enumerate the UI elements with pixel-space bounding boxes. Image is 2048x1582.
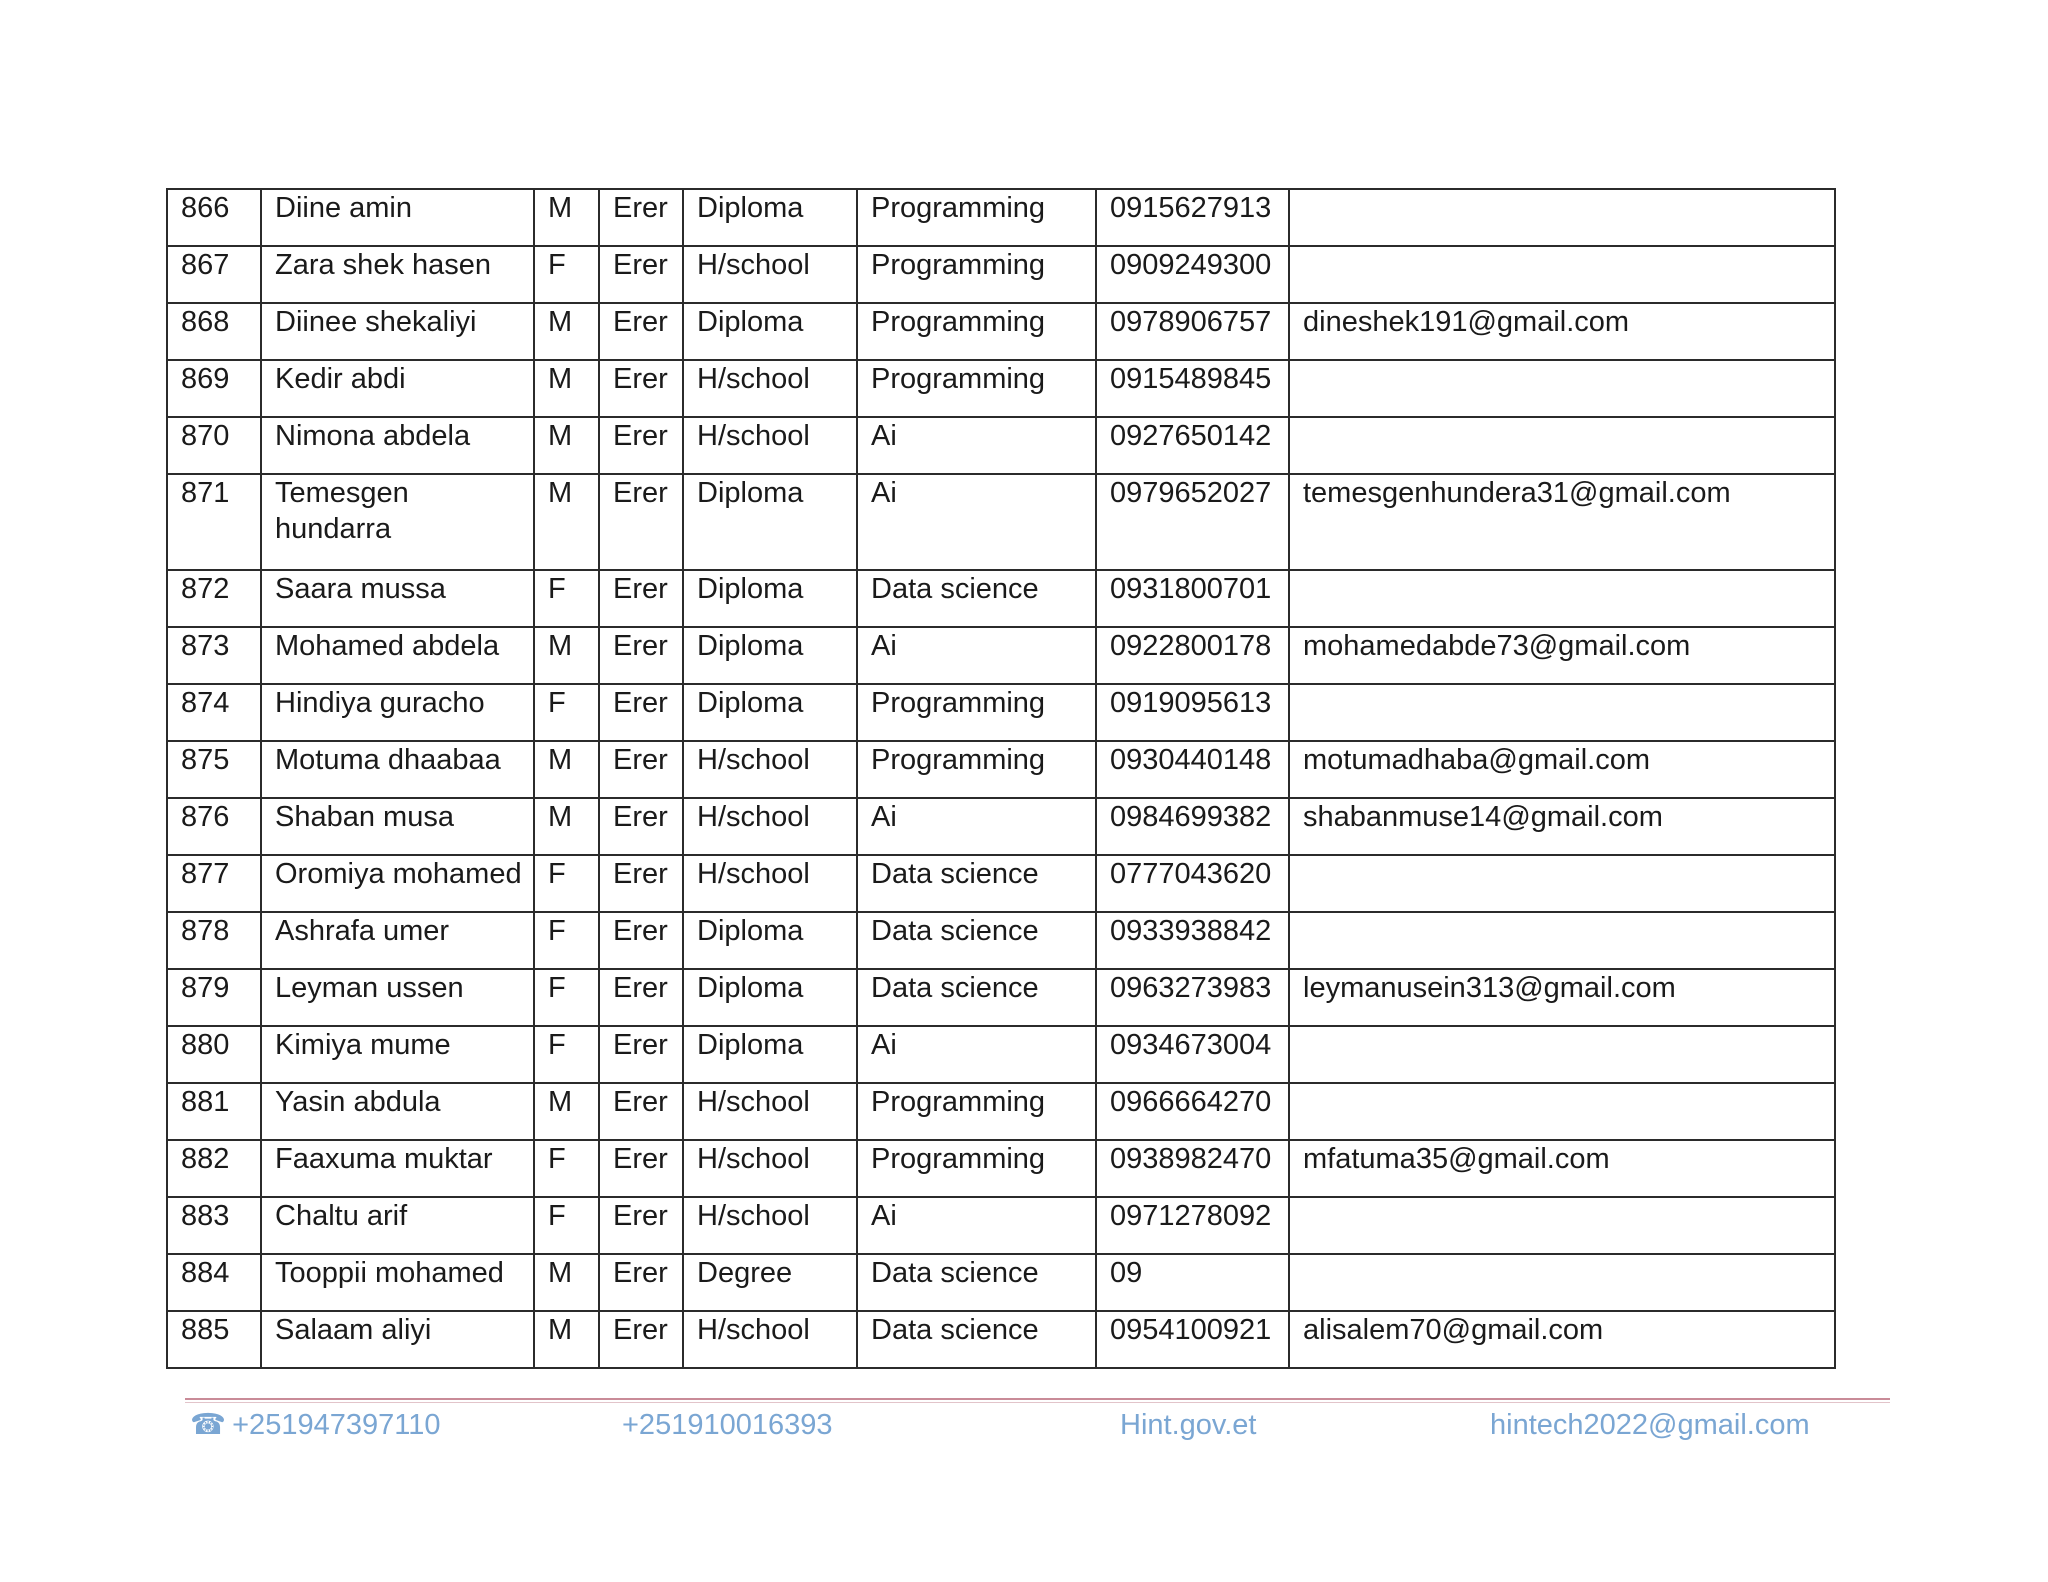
page-footer bbox=[0, 1405, 2048, 1445]
education-cell: Diploma bbox=[683, 570, 857, 627]
name-cell: Mohamed abdela bbox=[261, 627, 534, 684]
row-number-cell: 873 bbox=[167, 627, 261, 684]
student-roster-table bbox=[166, 188, 1836, 1369]
name-cell: Nimona abdela bbox=[261, 417, 534, 474]
education-cell: H/school bbox=[683, 360, 857, 417]
row-number-cell: 885 bbox=[167, 1311, 261, 1368]
name-cell: Oromiya mohamed bbox=[261, 855, 534, 912]
phone-cell: 0971278092 bbox=[1096, 1197, 1289, 1254]
table-row bbox=[167, 570, 1835, 627]
email-cell bbox=[1289, 912, 1835, 969]
field-cell: Data science bbox=[857, 969, 1096, 1026]
location-cell: Erer bbox=[599, 798, 683, 855]
phone-cell: 0984699382 bbox=[1096, 798, 1289, 855]
phone-cell: 0931800701 bbox=[1096, 570, 1289, 627]
roster-body bbox=[167, 189, 1835, 1368]
education-cell: Diploma bbox=[683, 627, 857, 684]
education-cell: Diploma bbox=[683, 912, 857, 969]
name-cell: Chaltu arif bbox=[261, 1197, 534, 1254]
name-cell: Tooppii mohamed bbox=[261, 1254, 534, 1311]
sex-cell: M bbox=[534, 474, 599, 570]
education-cell: Degree bbox=[683, 1254, 857, 1311]
table-row bbox=[167, 627, 1835, 684]
name-cell: Faaxuma muktar bbox=[261, 1140, 534, 1197]
education-cell: H/school bbox=[683, 798, 857, 855]
name-cell: Salaam aliyi bbox=[261, 1311, 534, 1368]
table-row bbox=[167, 1140, 1835, 1197]
table-row bbox=[167, 1083, 1835, 1140]
table-row bbox=[167, 189, 1835, 246]
telephone-icon: ☎ bbox=[190, 1409, 227, 1441]
email-cell: alisalem70@gmail.com bbox=[1289, 1311, 1835, 1368]
sex-cell: F bbox=[534, 855, 599, 912]
sex-cell: M bbox=[534, 417, 599, 474]
email-cell: motumadhaba@gmail.com bbox=[1289, 741, 1835, 798]
footer-phone-2 bbox=[616, 1405, 832, 1445]
field-cell: Programming bbox=[857, 1083, 1096, 1140]
sex-cell: F bbox=[534, 912, 599, 969]
name-cell: Ashrafa umer bbox=[261, 912, 534, 969]
row-number-cell: 869 bbox=[167, 360, 261, 417]
field-cell: Programming bbox=[857, 1140, 1096, 1197]
location-cell: Erer bbox=[599, 1026, 683, 1083]
location-cell: Erer bbox=[599, 303, 683, 360]
row-number-cell: 874 bbox=[167, 684, 261, 741]
email-cell bbox=[1289, 189, 1835, 246]
table-row bbox=[167, 855, 1835, 912]
phone-cell: 0954100921 bbox=[1096, 1311, 1289, 1368]
sex-cell: F bbox=[534, 570, 599, 627]
sex-cell: M bbox=[534, 189, 599, 246]
field-cell: Programming bbox=[857, 684, 1096, 741]
location-cell: Erer bbox=[599, 912, 683, 969]
field-cell: Programming bbox=[857, 189, 1096, 246]
location-cell: Erer bbox=[599, 570, 683, 627]
phone-cell: 0930440148 bbox=[1096, 741, 1289, 798]
education-cell: Diploma bbox=[683, 303, 857, 360]
location-cell: Erer bbox=[599, 189, 683, 246]
name-cell: Leyman ussen bbox=[261, 969, 534, 1026]
sex-cell: M bbox=[534, 1083, 599, 1140]
phone-cell: 0979652027 bbox=[1096, 474, 1289, 570]
row-number-cell: 876 bbox=[167, 798, 261, 855]
email-cell: dineshek191@gmail.com bbox=[1289, 303, 1835, 360]
location-cell: Erer bbox=[599, 1140, 683, 1197]
location-cell: Erer bbox=[599, 1254, 683, 1311]
row-number-cell: 877 bbox=[167, 855, 261, 912]
email-cell bbox=[1289, 360, 1835, 417]
phone-cell: 09 bbox=[1096, 1254, 1289, 1311]
email-cell: shabanmuse14@gmail.com bbox=[1289, 798, 1835, 855]
row-number-cell: 880 bbox=[167, 1026, 261, 1083]
location-cell: Erer bbox=[599, 969, 683, 1026]
row-number-cell: 867 bbox=[167, 246, 261, 303]
table-row bbox=[167, 1026, 1835, 1083]
email-cell: leymanusein313@gmail.com bbox=[1289, 969, 1835, 1026]
sex-cell: F bbox=[534, 969, 599, 1026]
location-cell: Erer bbox=[599, 417, 683, 474]
location-cell: Erer bbox=[599, 1197, 683, 1254]
education-cell: H/school bbox=[683, 417, 857, 474]
field-cell: Ai bbox=[857, 474, 1096, 570]
location-cell: Erer bbox=[599, 684, 683, 741]
footer-website[interactable]: Hint.gov.et bbox=[1120, 1409, 1257, 1441]
location-cell: Erer bbox=[599, 741, 683, 798]
sex-cell: M bbox=[534, 741, 599, 798]
phone-cell: 0915489845 bbox=[1096, 360, 1289, 417]
row-number-cell: 868 bbox=[167, 303, 261, 360]
name-cell: Yasin abdula bbox=[261, 1083, 534, 1140]
name-cell: Diine amin bbox=[261, 189, 534, 246]
field-cell: Ai bbox=[857, 1026, 1096, 1083]
name-cell: Saara mussa bbox=[261, 570, 534, 627]
phone-cell: 0963273983 bbox=[1096, 969, 1289, 1026]
email-cell bbox=[1289, 570, 1835, 627]
footer-phone-1 bbox=[190, 1405, 440, 1445]
email-cell: mohamedabde73@gmail.com bbox=[1289, 627, 1835, 684]
location-cell: Erer bbox=[599, 474, 683, 570]
sex-cell: F bbox=[534, 684, 599, 741]
email-cell bbox=[1289, 855, 1835, 912]
table-row bbox=[167, 246, 1835, 303]
row-number-cell: 872 bbox=[167, 570, 261, 627]
education-cell: H/school bbox=[683, 246, 857, 303]
field-cell: Data science bbox=[857, 912, 1096, 969]
education-cell: H/school bbox=[683, 741, 857, 798]
sex-cell: M bbox=[534, 798, 599, 855]
field-cell: Programming bbox=[857, 246, 1096, 303]
row-number-cell: 875 bbox=[167, 741, 261, 798]
email-cell bbox=[1289, 1254, 1835, 1311]
education-cell: H/school bbox=[683, 1140, 857, 1197]
email-cell bbox=[1289, 1197, 1835, 1254]
phone-cell: 0938982470 bbox=[1096, 1140, 1289, 1197]
footer-phone-2-text: +251910016393 bbox=[622, 1409, 833, 1441]
sex-cell: M bbox=[534, 627, 599, 684]
name-cell: Motuma dhaabaa bbox=[261, 741, 534, 798]
row-number-cell: 882 bbox=[167, 1140, 261, 1197]
phone-cell: 0922800178 bbox=[1096, 627, 1289, 684]
email-cell bbox=[1289, 417, 1835, 474]
phone-cell: 0919095613 bbox=[1096, 684, 1289, 741]
phone-cell: 0933938842 bbox=[1096, 912, 1289, 969]
table-row bbox=[167, 741, 1835, 798]
table-row bbox=[167, 684, 1835, 741]
email-cell bbox=[1289, 246, 1835, 303]
sex-cell: F bbox=[534, 1140, 599, 1197]
education-cell: H/school bbox=[683, 1197, 857, 1254]
table-row bbox=[167, 1254, 1835, 1311]
table-row bbox=[167, 303, 1835, 360]
email-cell bbox=[1289, 684, 1835, 741]
table-row bbox=[167, 474, 1835, 570]
phone-cell: 0927650142 bbox=[1096, 417, 1289, 474]
table-row bbox=[167, 360, 1835, 417]
field-cell: Ai bbox=[857, 627, 1096, 684]
phone-cell: 0978906757 bbox=[1096, 303, 1289, 360]
sex-cell: M bbox=[534, 1311, 599, 1368]
location-cell: Erer bbox=[599, 360, 683, 417]
name-cell: Diinee shekaliyi bbox=[261, 303, 534, 360]
education-cell: H/school bbox=[683, 1083, 857, 1140]
row-number-cell: 878 bbox=[167, 912, 261, 969]
sex-cell: F bbox=[534, 1026, 599, 1083]
education-cell: H/school bbox=[683, 855, 857, 912]
name-cell: Kedir abdi bbox=[261, 360, 534, 417]
location-cell: Erer bbox=[599, 1311, 683, 1368]
table-row bbox=[167, 417, 1835, 474]
sex-cell: M bbox=[534, 360, 599, 417]
location-cell: Erer bbox=[599, 855, 683, 912]
phone-cell: 0777043620 bbox=[1096, 855, 1289, 912]
footer-divider bbox=[185, 1398, 1890, 1403]
education-cell: Diploma bbox=[683, 969, 857, 1026]
table-row bbox=[167, 1311, 1835, 1368]
sex-cell: F bbox=[534, 246, 599, 303]
field-cell: Data science bbox=[857, 570, 1096, 627]
email-cell: temesgenhundera31@gmail.com bbox=[1289, 474, 1835, 570]
name-cell: Shaban musa bbox=[261, 798, 534, 855]
field-cell: Ai bbox=[857, 798, 1096, 855]
education-cell: Diploma bbox=[683, 1026, 857, 1083]
row-number-cell: 866 bbox=[167, 189, 261, 246]
name-cell: Kimiya mume bbox=[261, 1026, 534, 1083]
field-cell: Programming bbox=[857, 303, 1096, 360]
field-cell: Data science bbox=[857, 1254, 1096, 1311]
education-cell: Diploma bbox=[683, 474, 857, 570]
location-cell: Erer bbox=[599, 1083, 683, 1140]
table-row bbox=[167, 912, 1835, 969]
row-number-cell: 871 bbox=[167, 474, 261, 570]
row-number-cell: 884 bbox=[167, 1254, 261, 1311]
table-row bbox=[167, 1197, 1835, 1254]
location-cell: Erer bbox=[599, 246, 683, 303]
education-cell: Diploma bbox=[683, 189, 857, 246]
footer-email[interactable]: hintech2022@gmail.com bbox=[1490, 1409, 1810, 1441]
footer-phone-1-text: +251947397110 bbox=[232, 1409, 441, 1441]
row-number-cell: 879 bbox=[167, 969, 261, 1026]
phone-cell: 0934673004 bbox=[1096, 1026, 1289, 1083]
name-cell: Zara shek hasen bbox=[261, 246, 534, 303]
table-row bbox=[167, 969, 1835, 1026]
row-number-cell: 881 bbox=[167, 1083, 261, 1140]
field-cell: Data science bbox=[857, 855, 1096, 912]
phone-cell: 0915627913 bbox=[1096, 189, 1289, 246]
email-cell bbox=[1289, 1083, 1835, 1140]
education-cell: Diploma bbox=[683, 684, 857, 741]
name-cell: Temesgen hundarra bbox=[261, 474, 534, 570]
location-cell: Erer bbox=[599, 627, 683, 684]
field-cell: Ai bbox=[857, 417, 1096, 474]
sex-cell: F bbox=[534, 1197, 599, 1254]
row-number-cell: 870 bbox=[167, 417, 261, 474]
phone-cell: 0966664270 bbox=[1096, 1083, 1289, 1140]
row-number-cell: 883 bbox=[167, 1197, 261, 1254]
table-row bbox=[167, 798, 1835, 855]
phone-cell: 0909249300 bbox=[1096, 246, 1289, 303]
field-cell: Programming bbox=[857, 360, 1096, 417]
education-cell: H/school bbox=[683, 1311, 857, 1368]
field-cell: Data science bbox=[857, 1311, 1096, 1368]
field-cell: Ai bbox=[857, 1197, 1096, 1254]
field-cell: Programming bbox=[857, 741, 1096, 798]
email-cell: mfatuma35@gmail.com bbox=[1289, 1140, 1835, 1197]
sex-cell: M bbox=[534, 1254, 599, 1311]
email-cell bbox=[1289, 1026, 1835, 1083]
name-cell: Hindiya guracho bbox=[261, 684, 534, 741]
sex-cell: M bbox=[534, 303, 599, 360]
